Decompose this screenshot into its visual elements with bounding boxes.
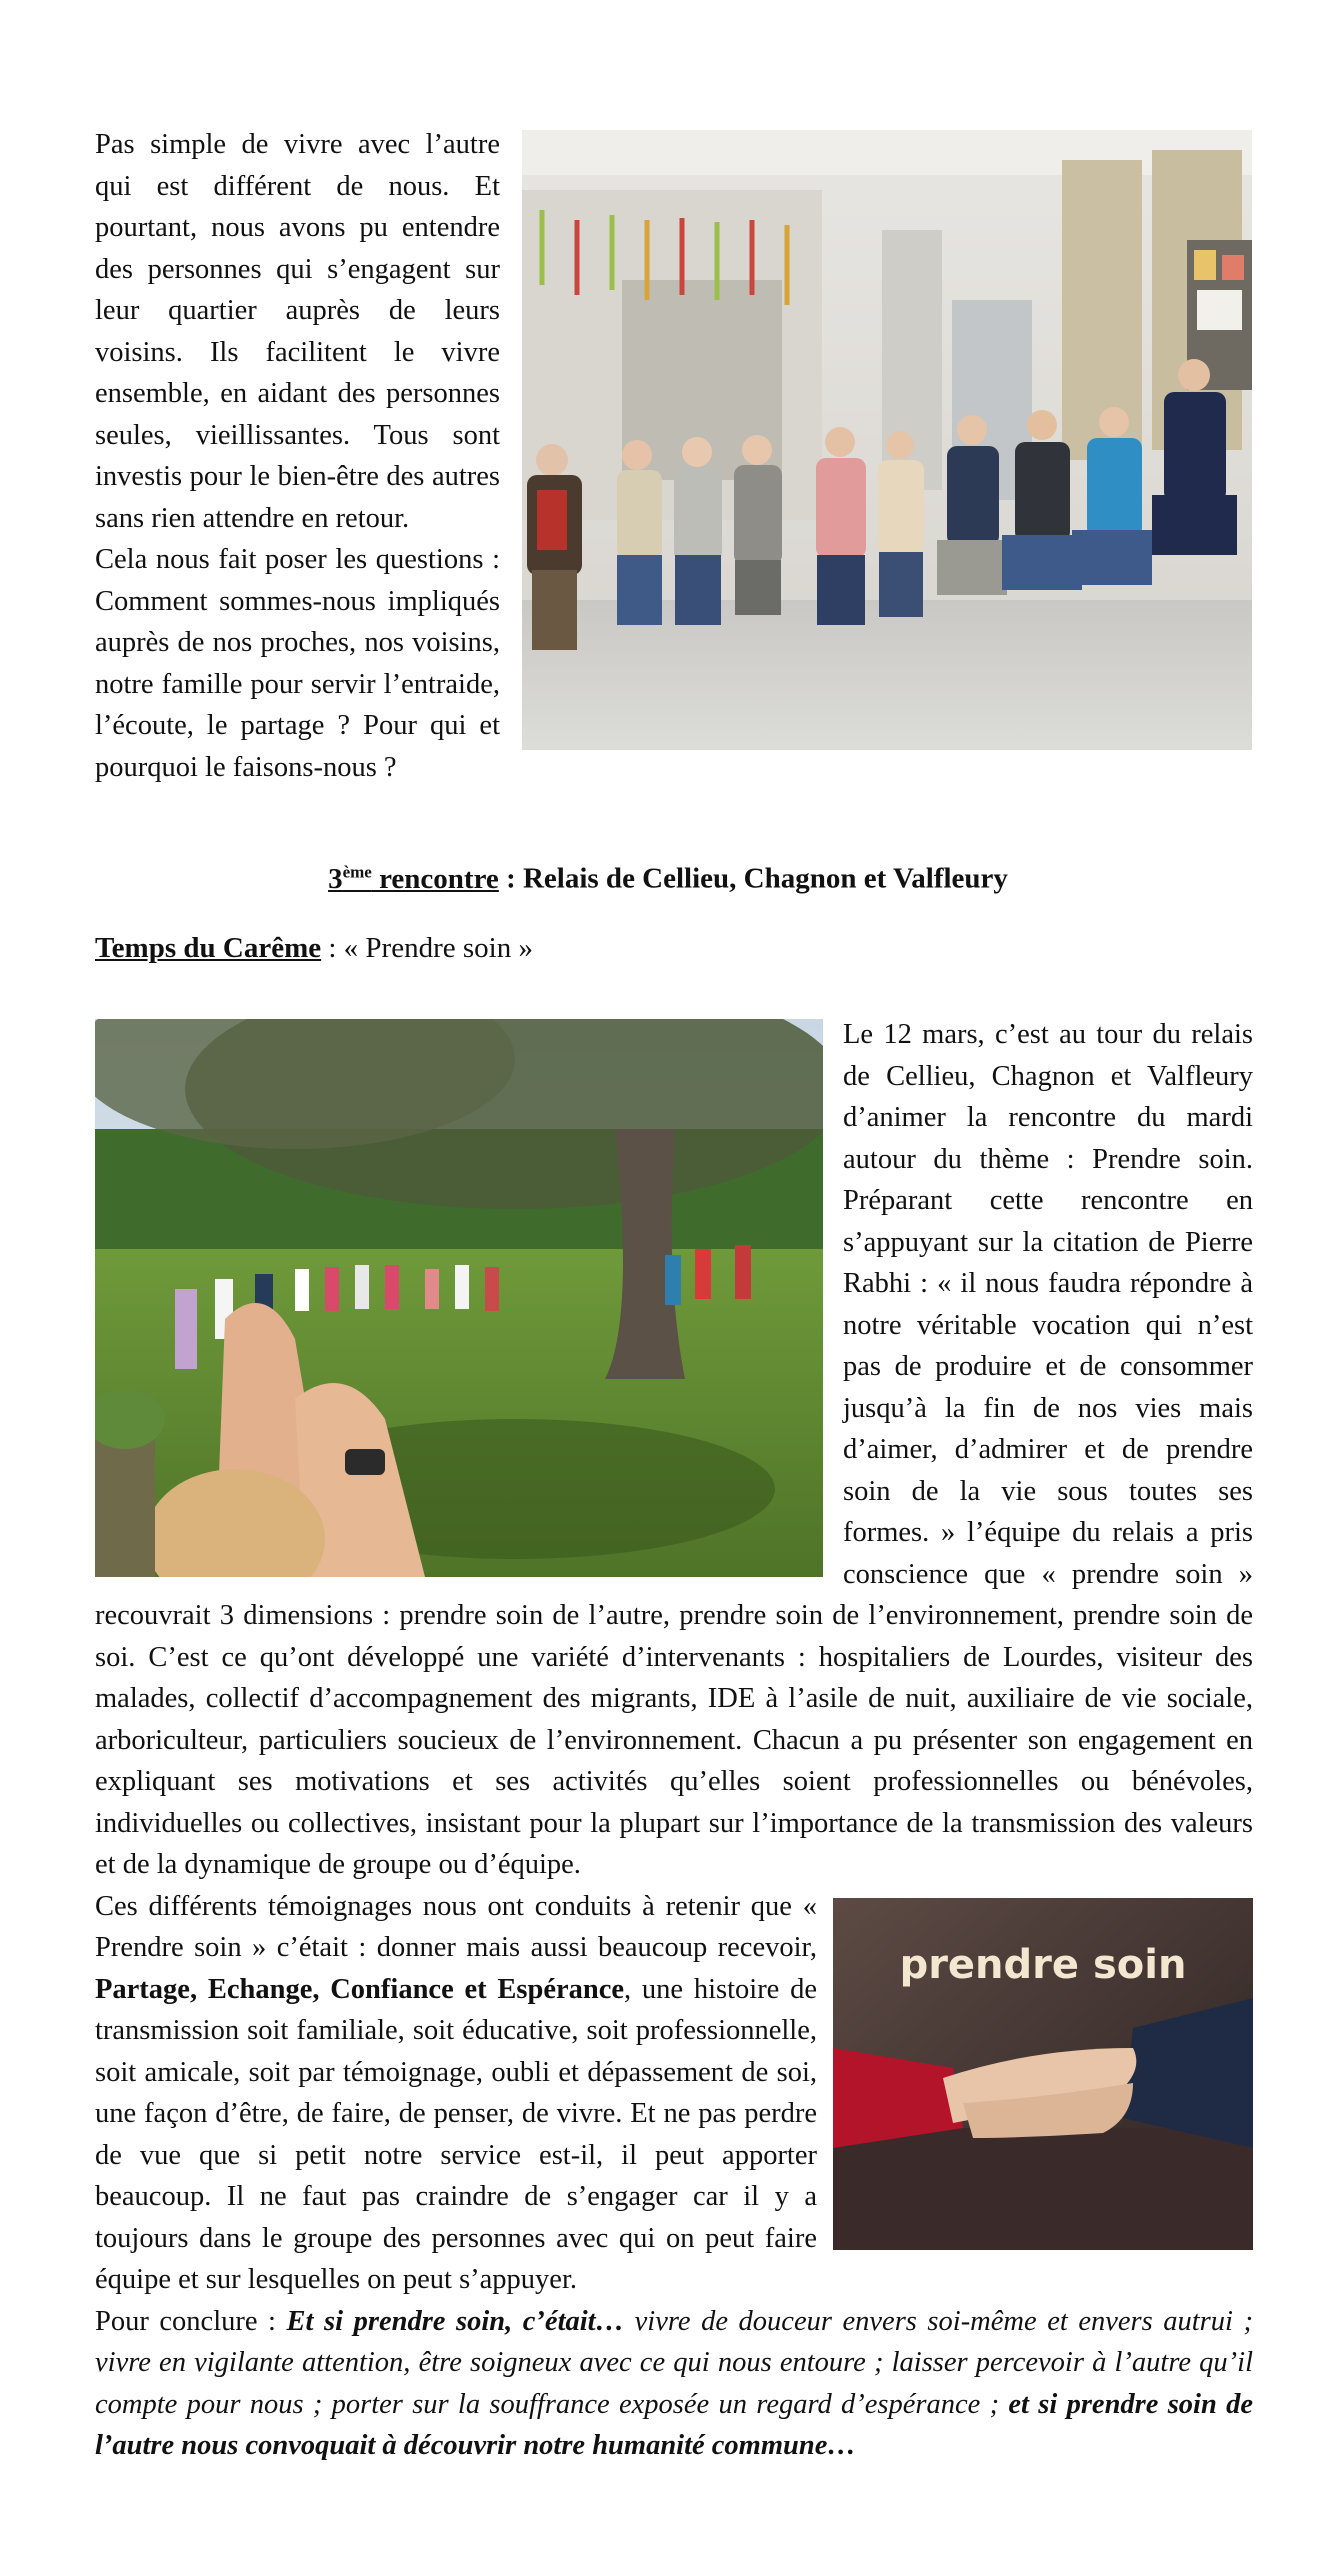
section-2 xyxy=(95,1014,1253,2467)
section-2-paragraph-1: Le 12 mars, c’est au tour du relais de Cellieu, Chagnon et Valfleury d’animer la rencontre du mardi autour du thème : Prendre soin. Préparant cette rencontre en s’appuyant sur la citation de Pierre Rabhi : « il nous faudra répondre à notre véritable vocation qui n’est pas de produire et de consommer jusqu’à la fin de nos vies mais d’aimer, d’admirer et de prendre soin de la vie sous toutes ses formes. » l’équipe du relais a pris conscience que « prendre soin » recouvrait 3 dimensions : prendre soin de l’autre, prendre soin de l’environnement, prendre soin de soi. C’est ce qu’ont développé une variété d’intervenants : hospitaliers de Lourdes, visiteur des malades, collectif d’accompagnement des migrants, IDE à l’asile de nuit, auxiliaire de vie sociale, arboriculteur, particuliers soucieux de l’environnement. Chacun a pu présenter son engagement en expliquant ses motivations et ses activités qu’elles soient professionnelles ou bénévoles, individuelles ou collectives, insistant pour la plupart sur l’importance de la transmission des valeurs et de la dynamique de groupe ou d’équipe. xyxy=(95,1019,1253,1880)
intro-paragraph-1: Pas simple de vivre avec l’autre qui est différent de nous. Et pourtant, nous avons pu entendre des personnes qui s’engagent sur leur quartier auprès de leurs voisins. Ils facilitent le vivre ensemble, en aidant des personnes seules, vieillissantes. Tous sont investis pour le bien-être des autres sans rien attendre en retour. xyxy=(95,129,500,534)
photo-group-meeting xyxy=(522,130,1252,750)
intro-paragraph-2: Cela nous fait poser les questions : Comment sommes-nous impliqués auprès de nos proches, nos voisins, notre famille pour servir l’entraide, l’écoute, le partage ? Pour qui et pourquoi le faisons-nous ? xyxy=(95,544,500,783)
subheading-rest: : « Prendre soin » xyxy=(321,932,533,964)
section-heading xyxy=(0,862,1336,896)
conclusion-bold-2: et si prendre soin de l’autre nous convoquait à découvrir notre humanité commune… xyxy=(95,2388,1254,2461)
subheading-label: Temps du Carême xyxy=(95,932,322,964)
subheading xyxy=(95,932,533,965)
prendre-soin-caption: prendre soin xyxy=(899,1941,1187,1988)
heading-number: 3 xyxy=(328,862,343,895)
conclusion-lead: Pour conclure : xyxy=(95,2305,287,2337)
conclusion-italic: vivre de douceur envers soi-même et envers autrui ; vivre en vigilante attention, être soigneux avec ce qui nous entoure ; laisser percevoir à l’autre qu’il compte pour nous ; porter sur la souffrance exposée un regard d’espérance ; xyxy=(95,2305,1253,2420)
heading-superscript: ème xyxy=(342,862,372,881)
heading-rest: : Relais de Cellieu, Chagnon et Valfleury xyxy=(498,862,1008,895)
photo-children-circle-tree xyxy=(95,1019,823,1577)
photo-prendre-soin-hands xyxy=(833,1898,1253,2250)
paragraph-2-part-a: Ces différents témoignages nous ont conduits à retenir que « Prendre soin » c’était : donner mais aussi beaucoup recevoir, xyxy=(95,1890,817,1963)
paragraph-2-values: Partage, Echange, Confiance et Espérance xyxy=(95,1973,625,2005)
conclusion-bold-1: Et si prendre soin, c’était… xyxy=(286,2305,625,2337)
conclusion-paragraph xyxy=(95,2301,1253,2467)
paragraph-2-part-b: , une histoire de transmission soit familiale, soit éducative, soit professionnelle, soit amicale, soit par témoignage, oubli et dépassement de soi, une façon d’être, de faire, de penser, de vivre. Et ne pas perdre de vue que si petit notre service est-il, il peut apporter beaucoup. Il ne faut pas craindre de s’engager car il y a toujours dans le groupe des personnes avec qui on peut faire équipe et sur lesquelles on peut s’appuyer. xyxy=(95,1973,817,2295)
intro-text xyxy=(95,124,500,788)
heading-word: rencontre xyxy=(371,862,499,895)
